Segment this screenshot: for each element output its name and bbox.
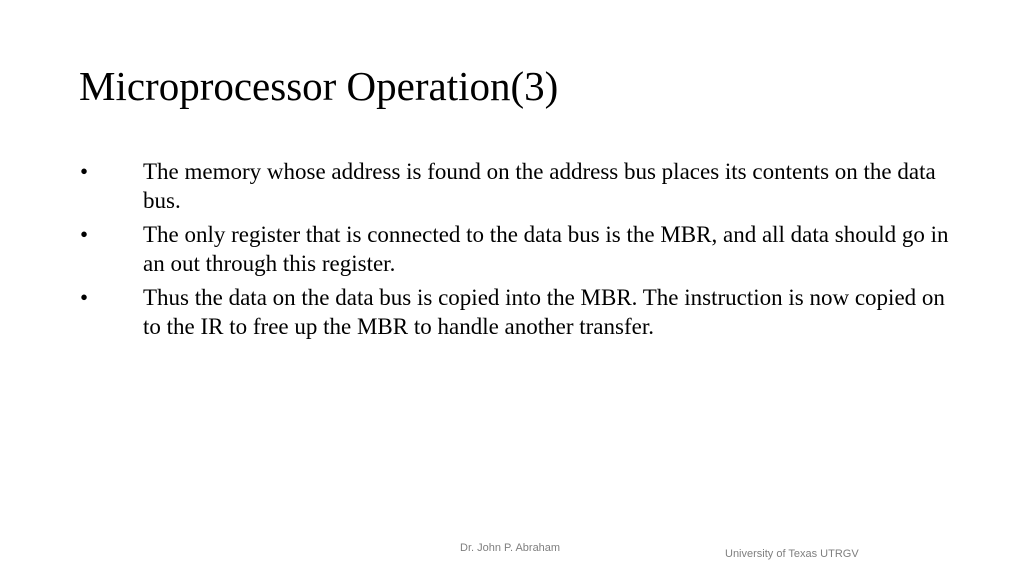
bullet-marker: • (80, 222, 89, 247)
bullet-text: The only register that is connected to the data bus is the MBR, and all data should go in an out through this register. (143, 222, 949, 276)
bullet-marker: • (80, 159, 89, 184)
bullet-list (0, 157, 1024, 346)
bullet-text: Thus the data on the data bus is copied into the MBR. The instruction is now copied on to the IR to free up the MBR to handle another transfer. (143, 285, 945, 339)
bullet-marker: • (80, 285, 89, 310)
slide-title: Microprocessor Operation(3) (79, 63, 559, 109)
bullet-item (0, 220, 1024, 278)
bullet-item (0, 157, 1024, 215)
footer-author: Dr. John P. Abraham (460, 542, 561, 554)
bullet-item (0, 283, 1024, 341)
footer-organization: University of Texas UTRGV (725, 548, 859, 560)
bullet-text: The memory whose address is found on the address bus places its contents on the data bus. (143, 159, 936, 213)
